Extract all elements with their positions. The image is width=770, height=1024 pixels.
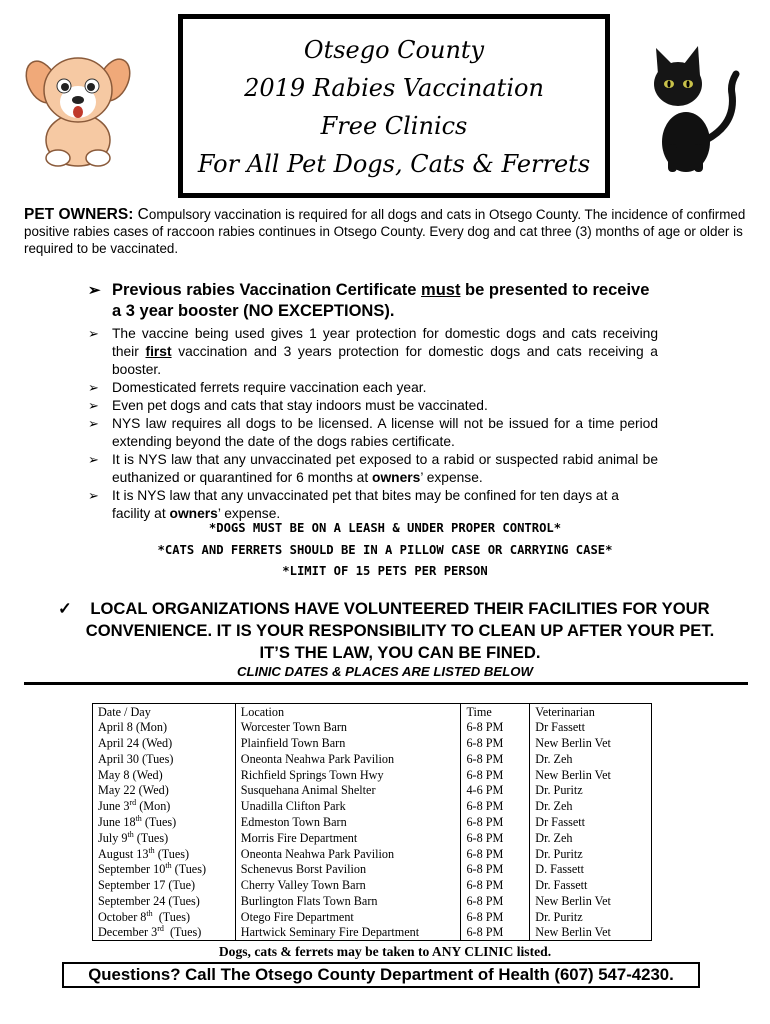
time-cell: 6-8 PM	[461, 814, 530, 830]
date-cell: June 3rd (Mon)	[93, 798, 236, 814]
title-line-vaccination: 2019 Rabies Vaccination	[244, 74, 544, 102]
location-cell: Morris Fire Department	[235, 830, 461, 846]
arrow-bullet-icon: ➢	[88, 380, 99, 395]
emphasis-must: must	[421, 281, 461, 299]
title-line-pets: For All Pet Dogs, Cats & Ferrets	[197, 150, 591, 178]
veterinarian-cell: Dr. Zeh	[530, 798, 652, 814]
dog-illustration	[18, 42, 138, 172]
time-cell: 6-8 PM	[461, 798, 530, 814]
table-row	[93, 830, 652, 846]
veterinarian-cell: New Berlin Vet	[530, 925, 652, 941]
date-cell: September 24 (Tues)	[93, 893, 236, 909]
date-cell: September 17 (Tue)	[93, 877, 236, 893]
location-cell: Plainfield Town Barn	[235, 735, 461, 751]
time-cell: 4-6 PM	[461, 782, 530, 798]
arrow-bullet-icon: ➢	[88, 488, 99, 503]
title-line-county: Otsego County	[303, 36, 485, 64]
time-cell: 6-8 PM	[461, 925, 530, 941]
emphasis-owners: owners	[372, 470, 421, 485]
leash-notice: *DOGS MUST BE ON A LEASH & UNDER PROPER CONTROL*	[208, 521, 562, 535]
column-header-time: Time	[461, 704, 530, 720]
date-cell: April 8 (Mon)	[93, 719, 236, 735]
table-header-row	[93, 704, 652, 720]
veterinarian-cell: Dr. Fassett	[530, 877, 652, 893]
pet-limit-notice: *LIMIT OF 15 PETS PER PERSON	[282, 564, 488, 578]
table-row	[93, 893, 652, 909]
time-cell: 6-8 PM	[461, 735, 530, 751]
questions-contact-box: Questions? Call The Otsego County Department of Health (607) 547-4230.	[62, 962, 700, 988]
time-cell: 6-8 PM	[461, 861, 530, 877]
arrow-bullet-icon: ➢	[88, 282, 101, 299]
intro-cap: C	[137, 206, 149, 223]
location-cell: Richfield Springs Town Hwy	[235, 767, 461, 783]
intro-lead: PET OWNERS:	[24, 206, 138, 223]
date-cell: July 9th (Tues)	[93, 830, 236, 846]
intro-text: ompulsory vaccination is required for all dogs and cats in Otsego County. The incidence of confirmed positive rabies cases of raccoon rabies continues in Otsego County. Every dog and cat three (3) months of age or older is required to be vaccinated.	[24, 207, 746, 256]
table-row	[93, 735, 652, 751]
location-cell: Worcester Town Barn	[235, 719, 461, 735]
arrow-bullet-icon: ➢	[88, 416, 99, 431]
column-header-location: Location	[235, 704, 461, 720]
veterinarian-cell: Dr. Puritz	[530, 846, 652, 862]
clinic-heading: CLINIC DATES & PLACES ARE LISTED BELOW	[237, 664, 533, 679]
date-cell: May 22 (Wed)	[93, 782, 236, 798]
emphasis-first: first	[145, 344, 172, 359]
orgs-line: CONVENIENCE. IT IS YOUR RESPONSIBILITY TO CLEAN UP AFTER YOUR PET.	[85, 621, 715, 640]
cat-illustration	[636, 44, 746, 174]
orgs-line: LOCAL ORGANIZATIONS HAVE VOLUNTEERED THEIR FACILITIES FOR YOUR	[90, 599, 710, 618]
local-organizations-notice	[40, 598, 760, 664]
time-cell: 6-8 PM	[461, 719, 530, 735]
date-cell: August 13th (Tues)	[93, 846, 236, 862]
veterinarian-cell: New Berlin Vet	[530, 893, 652, 909]
veterinarian-cell: Dr. Puritz	[530, 782, 652, 798]
veterinarian-cell: Dr Fassett	[530, 719, 652, 735]
divider	[24, 682, 748, 685]
emphasis-owners: owners	[169, 506, 218, 521]
date-cell: September 10th (Tues)	[93, 861, 236, 877]
veterinarian-cell: New Berlin Vet	[530, 767, 652, 783]
column-header-date: Date / Day	[93, 704, 236, 720]
table-row	[93, 925, 652, 941]
time-cell: 6-8 PM	[461, 877, 530, 893]
veterinarian-cell: Dr. Zeh	[530, 830, 652, 846]
table-row	[93, 751, 652, 767]
intro-paragraph	[24, 206, 754, 257]
list-item: ➢ The vaccine being used gives 1 year protection for domestic dogs and cats receiving their first vaccination and 3 years protection for domestic dogs and cats receiving a booster.	[88, 326, 658, 377]
title-line-free-clinics: Free Clinics	[320, 112, 468, 140]
clinic-schedule-table	[92, 703, 652, 941]
date-cell: May 8 (Wed)	[93, 767, 236, 783]
veterinarian-cell: New Berlin Vet	[530, 735, 652, 751]
location-cell: Edmeston Town Barn	[235, 814, 461, 830]
veterinarian-cell: Dr Fassett	[530, 814, 652, 830]
date-cell: October 8th (Tues)	[93, 909, 236, 925]
arrow-bullet-icon: ➢	[88, 326, 99, 341]
date-cell: December 3rd (Tues)	[93, 925, 236, 941]
location-cell: Schenevus Borst Pavilion	[235, 861, 461, 877]
table-row	[93, 846, 652, 862]
table-row	[93, 877, 652, 893]
requirements-list	[88, 280, 658, 523]
list-item: ➢ It is NYS law that any unvaccinated pet that bites may be confined for ten days at a facility at owners’ expense.	[88, 488, 619, 521]
location-cell: Hartwick Seminary Fire Department	[235, 925, 461, 941]
list-item: ➢ Domesticated ferrets require vaccination each year.	[88, 380, 427, 395]
time-cell: 6-8 PM	[461, 893, 530, 909]
checkmark-icon: ✓	[58, 599, 72, 618]
list-item: ➢ Previous rabies Vaccination Certificate must be presented to receive a 3 year booster (NO EXCEPTIONS).	[88, 281, 650, 320]
date-cell: April 24 (Wed)	[93, 735, 236, 751]
table-row	[93, 861, 652, 877]
table-row	[93, 767, 652, 783]
date-cell: June 18th (Tues)	[93, 814, 236, 830]
list-item: ➢ Even pet dogs and cats that stay indoors must be vaccinated.	[88, 398, 488, 413]
list-item: ➢ NYS law requires all dogs to be licensed. A license will not be issued for a time period extending beyond the date of the dogs rabies certificate.	[88, 416, 658, 449]
table-row	[93, 798, 652, 814]
column-header-veterinarian: Veterinarian	[530, 704, 652, 720]
location-cell: Unadilla Clifton Park	[235, 798, 461, 814]
table-row	[93, 909, 652, 925]
location-cell: Susquehana Animal Shelter	[235, 782, 461, 798]
table-row	[93, 782, 652, 798]
veterinarian-cell: Dr. Puritz	[530, 909, 652, 925]
veterinarian-cell: D. Fassett	[530, 861, 652, 877]
arrow-bullet-icon: ➢	[88, 452, 99, 467]
list-item: ➢ It is NYS law that any unvaccinated pet exposed to a rabid or suspected rabid animal be euthanized or quarantined for 6 months at owners’ expense.	[88, 452, 658, 485]
location-cell: Oneonta Neahwa Park Pavilion	[235, 846, 461, 862]
location-cell: Oneonta Neahwa Park Pavilion	[235, 751, 461, 767]
location-cell: Cherry Valley Town Barn	[235, 877, 461, 893]
orgs-line: IT’S THE LAW, YOU CAN BE FINED.	[259, 643, 541, 662]
time-cell: 6-8 PM	[461, 767, 530, 783]
location-cell: Otego Fire Department	[235, 909, 461, 925]
time-cell: 6-8 PM	[461, 909, 530, 925]
any-clinic-note: Dogs, cats & ferrets may be taken to ANY CLINIC listed.	[218, 944, 552, 959]
time-cell: 6-8 PM	[461, 751, 530, 767]
time-cell: 6-8 PM	[461, 830, 530, 846]
arrow-bullet-icon: ➢	[88, 398, 99, 413]
table-row	[93, 814, 652, 830]
title-box	[178, 14, 610, 198]
location-cell: Burlington Flats Town Barn	[235, 893, 461, 909]
veterinarian-cell: Dr. Zeh	[530, 751, 652, 767]
time-cell: 6-8 PM	[461, 846, 530, 862]
table-row	[93, 719, 652, 735]
date-cell: April 30 (Tues)	[93, 751, 236, 767]
carrying-case-notice: *CATS AND FERRETS SHOULD BE IN A PILLOW CASE OR CARRYING CASE*	[157, 543, 613, 557]
